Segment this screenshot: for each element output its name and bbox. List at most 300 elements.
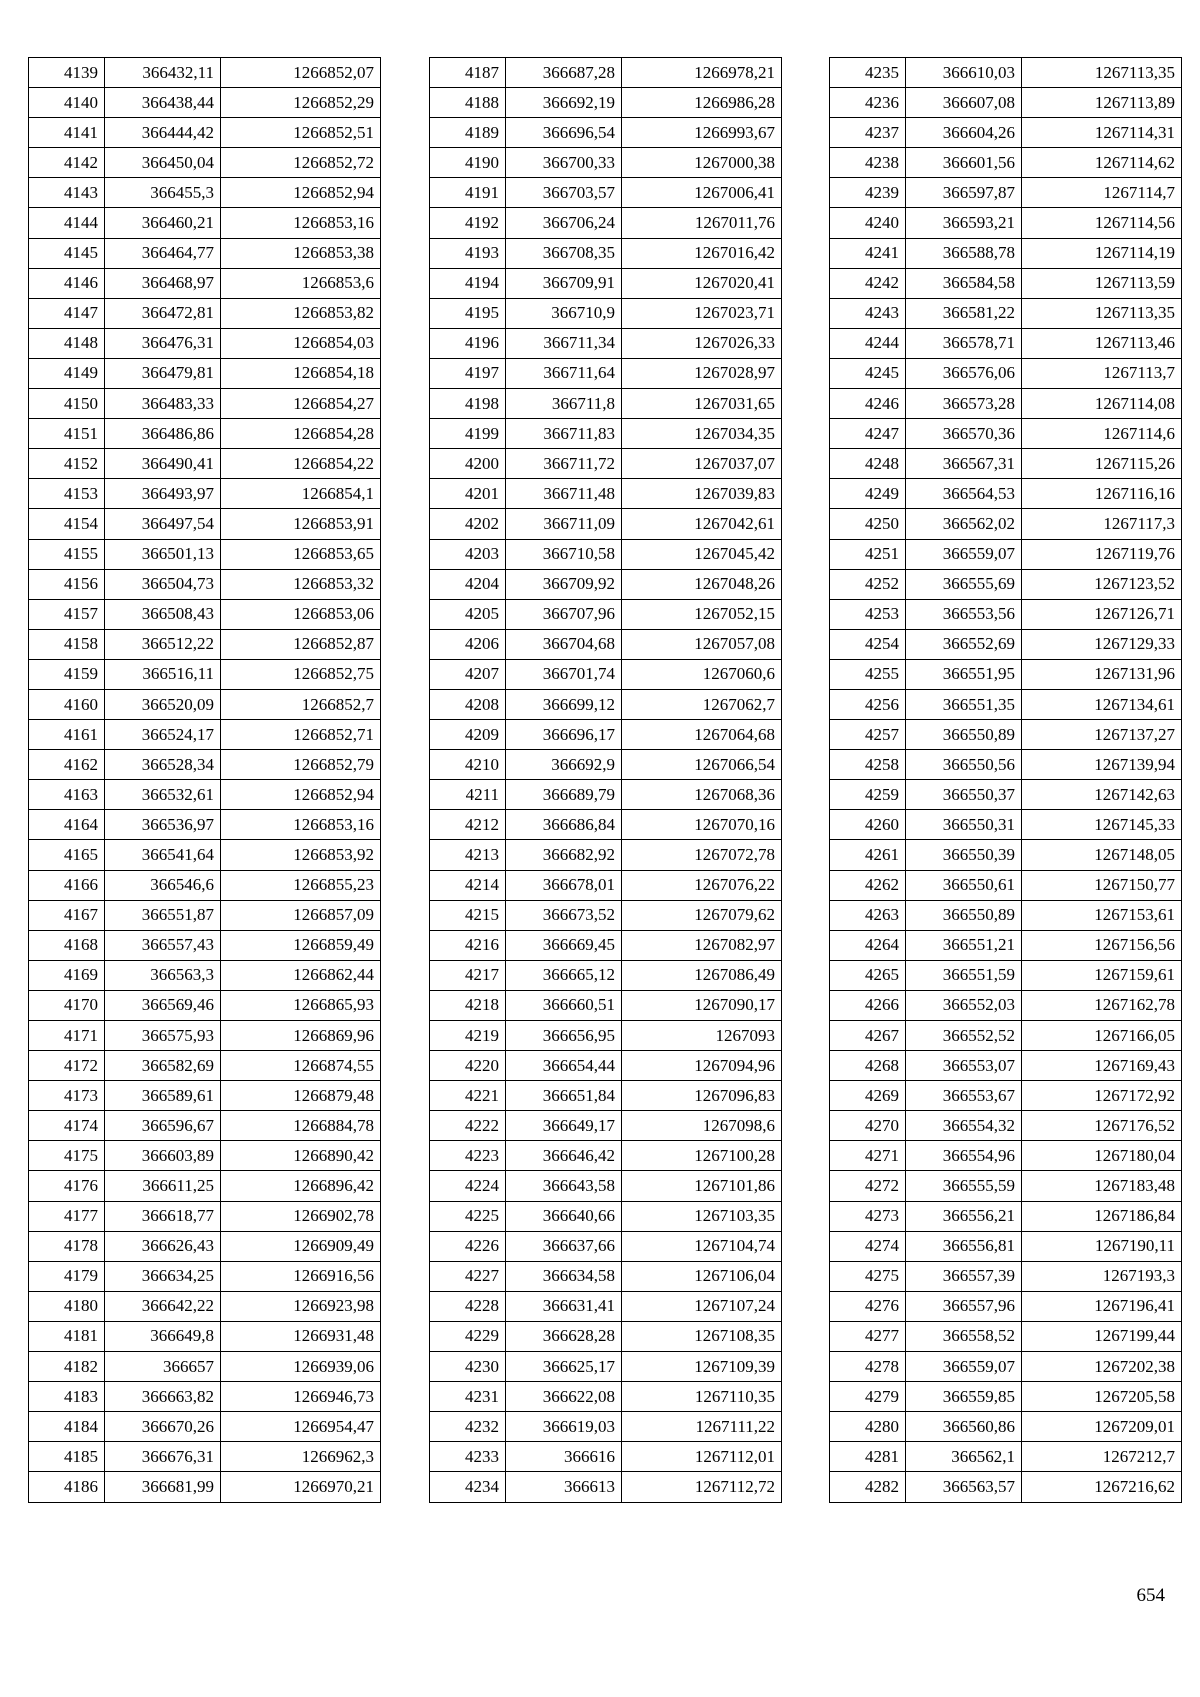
- x-coordinate-cell: 366460,21: [105, 208, 221, 238]
- x-coordinate-cell: 366444,42: [105, 118, 221, 148]
- table-row: [830, 298, 1182, 328]
- table-row: [830, 1201, 1182, 1231]
- x-coordinate-cell: 366670,26: [105, 1412, 221, 1442]
- y-coordinate-cell: 1267114,08: [1022, 389, 1182, 419]
- x-coordinate-cell: 366497,54: [105, 509, 221, 539]
- x-coordinate-cell: 366559,07: [906, 539, 1022, 569]
- point-number-cell: 4250: [830, 509, 906, 539]
- point-number-cell: 4254: [830, 629, 906, 659]
- x-coordinate-cell: 366596,67: [105, 1111, 221, 1141]
- table-row: [830, 750, 1182, 780]
- y-coordinate-cell: 1267101,86: [622, 1171, 782, 1201]
- y-coordinate-cell: 1266854,22: [221, 449, 381, 479]
- x-coordinate-cell: 366657: [105, 1352, 221, 1382]
- y-coordinate-cell: 1267186,84: [1022, 1201, 1182, 1231]
- x-coordinate-cell: 366559,07: [906, 1352, 1022, 1382]
- y-coordinate-cell: 1267113,46: [1022, 328, 1182, 358]
- x-coordinate-cell: 366604,26: [906, 118, 1022, 148]
- point-number-cell: 4245: [830, 358, 906, 388]
- y-coordinate-cell: 1267064,68: [622, 720, 782, 750]
- table-row: [830, 720, 1182, 750]
- y-coordinate-cell: 1266852,29: [221, 88, 381, 118]
- x-coordinate-cell: 366701,74: [506, 659, 622, 689]
- table-row: [830, 1412, 1182, 1442]
- y-coordinate-cell: 1267109,39: [622, 1352, 782, 1382]
- table-row: [430, 870, 782, 900]
- point-number-cell: 4163: [29, 780, 105, 810]
- table-row: [29, 1201, 381, 1231]
- point-number-cell: 4207: [430, 659, 506, 689]
- x-coordinate-cell: 366634,58: [506, 1261, 622, 1291]
- point-number-cell: 4246: [830, 389, 906, 419]
- y-coordinate-cell: 1267162,78: [1022, 990, 1182, 1020]
- y-coordinate-cell: 1267034,35: [622, 419, 782, 449]
- table-row: [29, 1021, 381, 1051]
- coordinate-table-2: [429, 57, 782, 1503]
- y-coordinate-cell: 1267113,89: [1022, 88, 1182, 118]
- x-coordinate-cell: 366625,17: [506, 1352, 622, 1382]
- point-number-cell: 4146: [29, 268, 105, 298]
- table-row: [830, 509, 1182, 539]
- x-coordinate-cell: 366703,57: [506, 178, 622, 208]
- y-coordinate-cell: 1266854,1: [221, 479, 381, 509]
- table-row: [29, 1412, 381, 1442]
- table-row: [430, 148, 782, 178]
- y-coordinate-cell: 1267193,3: [1022, 1261, 1182, 1291]
- x-coordinate-cell: 366637,66: [506, 1231, 622, 1261]
- point-number-cell: 4228: [430, 1291, 506, 1321]
- point-number-cell: 4260: [830, 810, 906, 840]
- point-number-cell: 4169: [29, 960, 105, 990]
- table-row: [29, 148, 381, 178]
- table-row: [830, 1382, 1182, 1412]
- point-number-cell: 4282: [830, 1472, 906, 1502]
- table-row: [430, 1231, 782, 1261]
- table-row: [830, 1321, 1182, 1351]
- table-row: [430, 58, 782, 88]
- table-row: [830, 960, 1182, 990]
- x-coordinate-cell: 366643,58: [506, 1171, 622, 1201]
- table-row: [830, 1021, 1182, 1051]
- y-coordinate-cell: 1267048,26: [622, 569, 782, 599]
- point-number-cell: 4203: [430, 539, 506, 569]
- table-row: [830, 1291, 1182, 1321]
- x-coordinate-cell: 366709,91: [506, 268, 622, 298]
- table-row: [29, 780, 381, 810]
- table-row: [830, 1231, 1182, 1261]
- y-coordinate-cell: 1267020,41: [622, 268, 782, 298]
- x-coordinate-cell: 366711,64: [506, 358, 622, 388]
- y-coordinate-cell: 1266869,96: [221, 1021, 381, 1051]
- y-coordinate-cell: 1267142,63: [1022, 780, 1182, 810]
- table-row: [430, 900, 782, 930]
- point-number-cell: 4142: [29, 148, 105, 178]
- x-coordinate-cell: 366468,97: [105, 268, 221, 298]
- y-coordinate-cell: 1267113,35: [1022, 298, 1182, 328]
- table-row: [430, 358, 782, 388]
- point-number-cell: 4265: [830, 960, 906, 990]
- x-coordinate-cell: 366597,87: [906, 178, 1022, 208]
- point-number-cell: 4188: [430, 88, 506, 118]
- point-number-cell: 4252: [830, 569, 906, 599]
- x-coordinate-cell: 366516,11: [105, 659, 221, 689]
- y-coordinate-cell: 1266857,09: [221, 900, 381, 930]
- point-number-cell: 4280: [830, 1412, 906, 1442]
- x-coordinate-cell: 366673,52: [506, 900, 622, 930]
- y-coordinate-cell: 1267159,61: [1022, 960, 1182, 990]
- table-row: [29, 1111, 381, 1141]
- point-number-cell: 4155: [29, 539, 105, 569]
- table-row: [29, 88, 381, 118]
- point-number-cell: 4267: [830, 1021, 906, 1051]
- table-row: [29, 358, 381, 388]
- x-coordinate-cell: 366520,09: [105, 689, 221, 719]
- table-row: [830, 479, 1182, 509]
- y-coordinate-cell: 1266879,48: [221, 1081, 381, 1111]
- point-number-cell: 4222: [430, 1111, 506, 1141]
- table-row: [830, 449, 1182, 479]
- point-number-cell: 4229: [430, 1321, 506, 1351]
- x-coordinate-cell: 366450,04: [105, 148, 221, 178]
- table-row: [29, 629, 381, 659]
- point-number-cell: 4182: [29, 1352, 105, 1382]
- point-number-cell: 4225: [430, 1201, 506, 1231]
- y-coordinate-cell: 1266890,42: [221, 1141, 381, 1171]
- x-coordinate-cell: 366552,52: [906, 1021, 1022, 1051]
- x-coordinate-cell: 366524,17: [105, 720, 221, 750]
- table-row: [430, 689, 782, 719]
- point-number-cell: 4251: [830, 539, 906, 569]
- x-coordinate-cell: 366700,33: [506, 148, 622, 178]
- point-number-cell: 4167: [29, 900, 105, 930]
- point-number-cell: 4170: [29, 990, 105, 1020]
- table-row: [29, 509, 381, 539]
- table-row: [430, 960, 782, 990]
- x-coordinate-cell: 366640,66: [506, 1201, 622, 1231]
- point-number-cell: 4224: [430, 1171, 506, 1201]
- y-coordinate-cell: 1267148,05: [1022, 840, 1182, 870]
- y-coordinate-cell: 1267131,96: [1022, 659, 1182, 689]
- x-coordinate-cell: 366555,59: [906, 1171, 1022, 1201]
- x-coordinate-cell: 366479,81: [105, 358, 221, 388]
- y-coordinate-cell: 1267107,24: [622, 1291, 782, 1321]
- x-coordinate-cell: 366588,78: [906, 238, 1022, 268]
- table-row: [830, 328, 1182, 358]
- point-number-cell: 4247: [830, 419, 906, 449]
- point-number-cell: 4141: [29, 118, 105, 148]
- table-row: [430, 328, 782, 358]
- x-coordinate-cell: 366678,01: [506, 870, 622, 900]
- y-coordinate-cell: 1267082,97: [622, 930, 782, 960]
- table-row: [430, 1382, 782, 1412]
- point-number-cell: 4190: [430, 148, 506, 178]
- point-number-cell: 4162: [29, 750, 105, 780]
- y-coordinate-cell: 1267113,59: [1022, 268, 1182, 298]
- x-coordinate-cell: 366707,96: [506, 599, 622, 629]
- table-row: [830, 659, 1182, 689]
- point-number-cell: 4211: [430, 780, 506, 810]
- point-number-cell: 4213: [430, 840, 506, 870]
- x-coordinate-cell: 366581,22: [906, 298, 1022, 328]
- y-coordinate-cell: 1267104,74: [622, 1231, 782, 1261]
- table-row: [830, 1051, 1182, 1081]
- x-coordinate-cell: 366550,56: [906, 750, 1022, 780]
- point-number-cell: 4253: [830, 599, 906, 629]
- x-coordinate-cell: 366550,39: [906, 840, 1022, 870]
- y-coordinate-cell: 1266916,56: [221, 1261, 381, 1291]
- y-coordinate-cell: 1267106,04: [622, 1261, 782, 1291]
- y-coordinate-cell: 1266884,78: [221, 1111, 381, 1141]
- y-coordinate-cell: 1267145,33: [1022, 810, 1182, 840]
- point-number-cell: 4206: [430, 629, 506, 659]
- y-coordinate-cell: 1266855,23: [221, 870, 381, 900]
- x-coordinate-cell: 366476,31: [105, 328, 221, 358]
- y-coordinate-cell: 1266854,03: [221, 328, 381, 358]
- point-number-cell: 4249: [830, 479, 906, 509]
- table-row: [29, 419, 381, 449]
- y-coordinate-cell: 1267114,56: [1022, 208, 1182, 238]
- table-row: [830, 1442, 1182, 1472]
- table-row: [29, 990, 381, 1020]
- point-number-cell: 4140: [29, 88, 105, 118]
- x-coordinate-cell: 366555,69: [906, 569, 1022, 599]
- table-row: [430, 750, 782, 780]
- table-row: [430, 930, 782, 960]
- point-number-cell: 4243: [830, 298, 906, 328]
- point-number-cell: 4148: [29, 328, 105, 358]
- y-coordinate-cell: 1266946,73: [221, 1382, 381, 1412]
- point-number-cell: 4168: [29, 930, 105, 960]
- y-coordinate-cell: 1266853,38: [221, 238, 381, 268]
- point-number-cell: 4199: [430, 419, 506, 449]
- x-coordinate-cell: 366541,64: [105, 840, 221, 870]
- point-number-cell: 4244: [830, 328, 906, 358]
- x-coordinate-cell: 366593,21: [906, 208, 1022, 238]
- y-coordinate-cell: 1266853,82: [221, 298, 381, 328]
- table-row: [29, 1382, 381, 1412]
- x-coordinate-cell: 366681,99: [105, 1472, 221, 1502]
- point-number-cell: 4262: [830, 870, 906, 900]
- table-row: [29, 118, 381, 148]
- table-row: [430, 298, 782, 328]
- table-row: [29, 900, 381, 930]
- x-coordinate-cell: 366631,41: [506, 1291, 622, 1321]
- x-coordinate-cell: 366569,46: [105, 990, 221, 1020]
- point-number-cell: 4208: [430, 689, 506, 719]
- x-coordinate-cell: 366551,35: [906, 689, 1022, 719]
- point-number-cell: 4212: [430, 810, 506, 840]
- table-row: [430, 539, 782, 569]
- point-number-cell: 4161: [29, 720, 105, 750]
- page-number: 654: [1136, 1585, 1165, 1606]
- y-coordinate-cell: 1267153,61: [1022, 900, 1182, 930]
- x-coordinate-cell: 366528,34: [105, 750, 221, 780]
- x-coordinate-cell: 366550,89: [906, 720, 1022, 750]
- x-coordinate-cell: 366552,03: [906, 990, 1022, 1020]
- y-coordinate-cell: 1267183,48: [1022, 1171, 1182, 1201]
- x-coordinate-cell: 366563,57: [906, 1472, 1022, 1502]
- y-coordinate-cell: 1266902,78: [221, 1201, 381, 1231]
- x-coordinate-cell: 366552,69: [906, 629, 1022, 659]
- y-coordinate-cell: 1267150,77: [1022, 870, 1182, 900]
- x-coordinate-cell: 366654,44: [506, 1051, 622, 1081]
- point-number-cell: 4239: [830, 178, 906, 208]
- y-coordinate-cell: 1267180,04: [1022, 1141, 1182, 1171]
- point-number-cell: 4201: [430, 479, 506, 509]
- point-number-cell: 4219: [430, 1021, 506, 1051]
- table-row: [830, 539, 1182, 569]
- point-number-cell: 4261: [830, 840, 906, 870]
- y-coordinate-cell: 1266852,72: [221, 148, 381, 178]
- y-coordinate-cell: 1267108,35: [622, 1321, 782, 1351]
- x-coordinate-cell: 366493,97: [105, 479, 221, 509]
- x-coordinate-cell: 366550,89: [906, 900, 1022, 930]
- table-row: [830, 1261, 1182, 1291]
- x-coordinate-cell: 366616: [506, 1442, 622, 1472]
- x-coordinate-cell: 366532,61: [105, 780, 221, 810]
- table-row: [830, 569, 1182, 599]
- point-number-cell: 4233: [430, 1442, 506, 1472]
- y-coordinate-cell: 1267119,76: [1022, 539, 1182, 569]
- y-coordinate-cell: 1266865,93: [221, 990, 381, 1020]
- y-coordinate-cell: 1267060,6: [622, 659, 782, 689]
- y-coordinate-cell: 1267116,16: [1022, 479, 1182, 509]
- table-row: [830, 148, 1182, 178]
- point-number-cell: 4269: [830, 1081, 906, 1111]
- y-coordinate-cell: 1267103,35: [622, 1201, 782, 1231]
- table-row: [830, 930, 1182, 960]
- y-coordinate-cell: 1266896,42: [221, 1171, 381, 1201]
- x-coordinate-cell: 366665,12: [506, 960, 622, 990]
- point-number-cell: 4237: [830, 118, 906, 148]
- point-number-cell: 4255: [830, 659, 906, 689]
- y-coordinate-cell: 1267114,6: [1022, 419, 1182, 449]
- point-number-cell: 4150: [29, 389, 105, 419]
- y-coordinate-cell: 1266854,18: [221, 358, 381, 388]
- table-row: [29, 960, 381, 990]
- y-coordinate-cell: 1267072,78: [622, 840, 782, 870]
- y-coordinate-cell: 1267216,62: [1022, 1472, 1182, 1502]
- point-number-cell: 4172: [29, 1051, 105, 1081]
- table-row: [29, 328, 381, 358]
- x-coordinate-cell: 366504,73: [105, 569, 221, 599]
- x-coordinate-cell: 366686,84: [506, 810, 622, 840]
- point-number-cell: 4191: [430, 178, 506, 208]
- x-coordinate-cell: 366660,51: [506, 990, 622, 1020]
- x-coordinate-cell: 366438,44: [105, 88, 221, 118]
- y-coordinate-cell: 1267134,61: [1022, 689, 1182, 719]
- point-number-cell: 4217: [430, 960, 506, 990]
- point-number-cell: 4186: [29, 1472, 105, 1502]
- point-number-cell: 4164: [29, 810, 105, 840]
- table-row: [830, 118, 1182, 148]
- table-row: [29, 1261, 381, 1291]
- x-coordinate-cell: 366557,96: [906, 1291, 1022, 1321]
- table-row: [29, 1141, 381, 1171]
- table-row: [29, 479, 381, 509]
- point-number-cell: 4276: [830, 1291, 906, 1321]
- x-coordinate-cell: 366704,68: [506, 629, 622, 659]
- table-row: [830, 900, 1182, 930]
- y-coordinate-cell: 1267139,94: [1022, 750, 1182, 780]
- y-coordinate-cell: 1267123,52: [1022, 569, 1182, 599]
- y-coordinate-cell: 1267111,22: [622, 1412, 782, 1442]
- table-row: [29, 1051, 381, 1081]
- x-coordinate-cell: 366562,1: [906, 1442, 1022, 1472]
- y-coordinate-cell: 1266854,27: [221, 389, 381, 419]
- table-row: [430, 449, 782, 479]
- y-coordinate-cell: 1266859,49: [221, 930, 381, 960]
- x-coordinate-cell: 366508,43: [105, 599, 221, 629]
- x-coordinate-cell: 366567,31: [906, 449, 1022, 479]
- y-coordinate-cell: 1267115,26: [1022, 449, 1182, 479]
- x-coordinate-cell: 366663,82: [105, 1382, 221, 1412]
- point-number-cell: 4264: [830, 930, 906, 960]
- table-row: [29, 810, 381, 840]
- x-coordinate-cell: 366711,09: [506, 509, 622, 539]
- x-coordinate-cell: 366556,81: [906, 1231, 1022, 1261]
- point-number-cell: 4165: [29, 840, 105, 870]
- table-row: [430, 1291, 782, 1321]
- point-number-cell: 4216: [430, 930, 506, 960]
- table-row: [29, 930, 381, 960]
- y-coordinate-cell: 1266853,16: [221, 810, 381, 840]
- x-coordinate-cell: 366536,97: [105, 810, 221, 840]
- point-number-cell: 4195: [430, 298, 506, 328]
- table-row: [29, 1352, 381, 1382]
- y-coordinate-cell: 1267114,62: [1022, 148, 1182, 178]
- y-coordinate-cell: 1267045,42: [622, 539, 782, 569]
- y-coordinate-cell: 1266909,49: [221, 1231, 381, 1261]
- table-row: [430, 1352, 782, 1382]
- point-number-cell: 4232: [430, 1412, 506, 1442]
- x-coordinate-cell: 366692,9: [506, 750, 622, 780]
- x-coordinate-cell: 366559,85: [906, 1382, 1022, 1412]
- y-coordinate-cell: 1266993,67: [622, 118, 782, 148]
- y-coordinate-cell: 1267190,11: [1022, 1231, 1182, 1261]
- x-coordinate-cell: 366512,22: [105, 629, 221, 659]
- point-number-cell: 4178: [29, 1231, 105, 1261]
- x-coordinate-cell: 366646,42: [506, 1141, 622, 1171]
- table-row: [430, 1472, 782, 1502]
- x-coordinate-cell: 366584,58: [906, 268, 1022, 298]
- table-row: [430, 88, 782, 118]
- table-row: [830, 58, 1182, 88]
- point-number-cell: 4270: [830, 1111, 906, 1141]
- y-coordinate-cell: 1266862,44: [221, 960, 381, 990]
- x-coordinate-cell: 366550,61: [906, 870, 1022, 900]
- x-coordinate-cell: 366622,08: [506, 1382, 622, 1412]
- x-coordinate-cell: 366711,72: [506, 449, 622, 479]
- point-number-cell: 4257: [830, 720, 906, 750]
- table-row: [430, 479, 782, 509]
- point-number-cell: 4240: [830, 208, 906, 238]
- table-row: [430, 1201, 782, 1231]
- y-coordinate-cell: 1266852,7: [221, 689, 381, 719]
- table-row: [29, 659, 381, 689]
- point-number-cell: 4210: [430, 750, 506, 780]
- x-coordinate-cell: 366551,21: [906, 930, 1022, 960]
- x-coordinate-cell: 366696,17: [506, 720, 622, 750]
- table-row: [29, 1321, 381, 1351]
- point-number-cell: 4231: [430, 1382, 506, 1412]
- x-coordinate-cell: 366692,19: [506, 88, 622, 118]
- y-coordinate-cell: 1267129,33: [1022, 629, 1182, 659]
- y-coordinate-cell: 1267026,33: [622, 328, 782, 358]
- point-number-cell: 4185: [29, 1442, 105, 1472]
- y-coordinate-cell: 1266852,87: [221, 629, 381, 659]
- table-row: [430, 1442, 782, 1472]
